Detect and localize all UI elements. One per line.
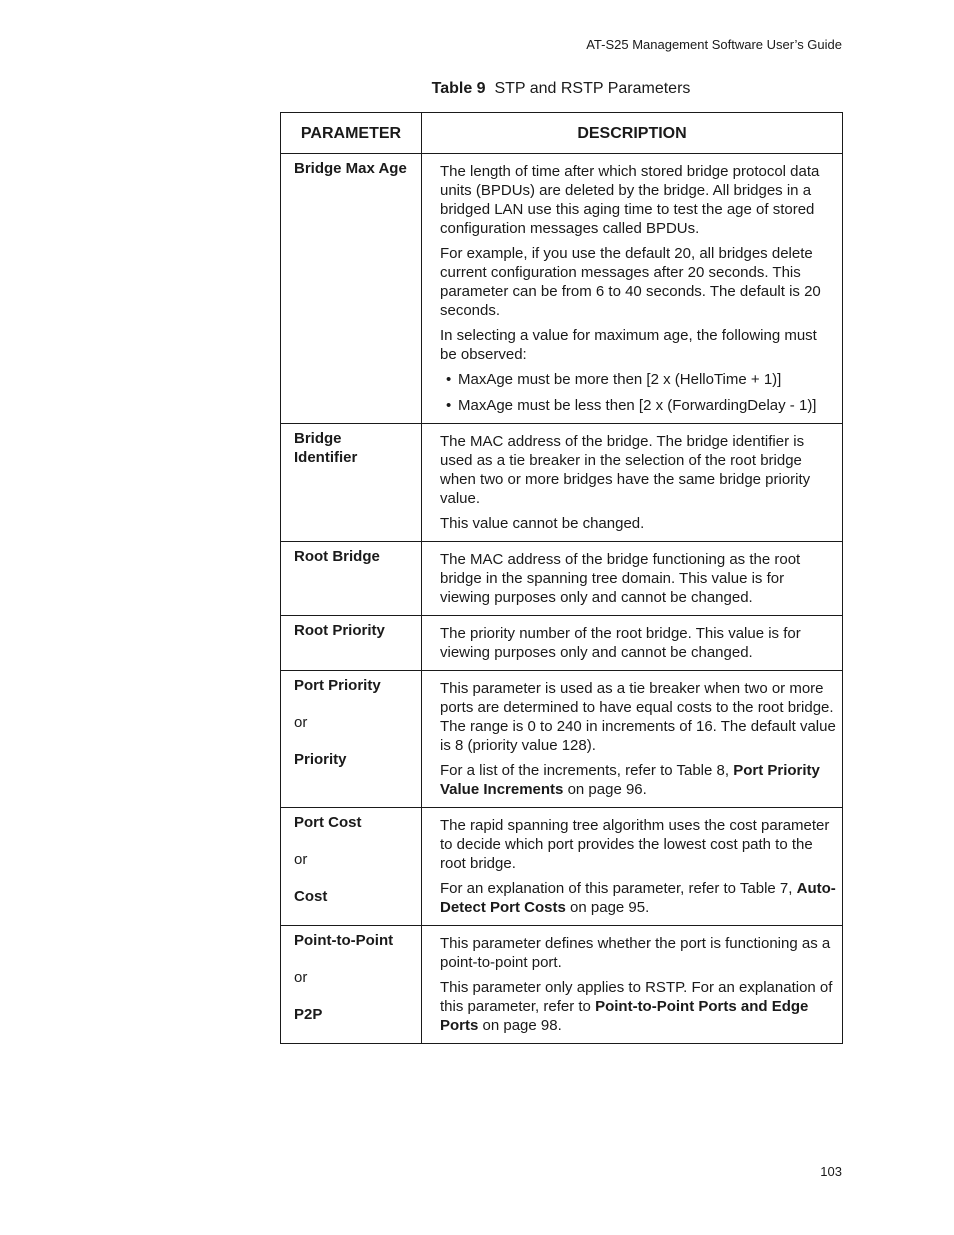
parameter-cell (281, 808, 422, 926)
parameter-cell (281, 542, 422, 616)
table-caption-label: Table 9 (431, 80, 486, 97)
table-caption-title: STP and RSTP Parameters (494, 80, 691, 97)
description-paragraph: The priority number of the root bridge. This value is for viewing purposes only and cannot be changed. (440, 625, 801, 661)
parameter-name: Point-to-Point (294, 932, 394, 949)
parameter-name: Bridge Identifier (294, 430, 358, 466)
description-cell (422, 542, 843, 616)
description-cell (422, 926, 843, 1044)
cross-reference-link[interactable]: Auto-Detect Port Costs (440, 880, 836, 916)
parameter-cell (281, 154, 422, 424)
table-row (281, 424, 843, 542)
page-number: 103 (820, 1164, 842, 1179)
parameter-cell (281, 926, 422, 1044)
parameter-column-header: PARAMETER (281, 113, 422, 154)
table-row (281, 154, 843, 424)
parameter-name: Bridge Max Age (294, 160, 407, 177)
description-paragraph: The length of time after which stored bridge protocol data units (BPDUs) are deleted by the bridge. All bridges in a bridged LAN use this aging time to test the age of stored configuration messages called BPDUs. (440, 163, 820, 237)
description-paragraph: This parameter is used as a tie breaker when two or more ports are determined to have equal costs to the root bridge. The range is 0 to 240 in increments of 16. The default value is 8 (priority value 128). (440, 680, 836, 754)
cross-reference (440, 761, 836, 799)
cross-reference-page: on page 98. (478, 1017, 562, 1034)
description-paragraph: The MAC address of the bridge functioning as the root bridge in the spanning tree domain. This value is for viewing purposes only and cannot be changed. (440, 551, 801, 606)
cross-reference (440, 879, 836, 917)
stp-rstp-parameters-table (280, 112, 843, 1044)
cross-reference (440, 978, 836, 1035)
description-paragraph: For example, if you use the default 20, all bridges delete current configuration messages after 20 seconds. This parameter can be from 6 to 40 seconds. The default is 20 seconds. (440, 245, 821, 319)
table-caption (280, 80, 842, 98)
running-header: AT-S25 Management Software User’s Guide (586, 37, 842, 52)
parameter-cell (281, 424, 422, 542)
parameter-alias: P2P (294, 1006, 323, 1023)
cross-reference-page: on page 96. (563, 781, 647, 798)
description-paragraph: This parameter defines whether the port is functioning as a point-to-point port. (440, 935, 831, 971)
table-row (281, 926, 843, 1044)
table-row (281, 542, 843, 616)
description-paragraph: In selecting a value for maximum age, the following must be observed: (440, 327, 817, 363)
parameter-cell (281, 671, 422, 808)
parameter-cell (281, 616, 422, 671)
cross-reference-link[interactable]: Point-to-Point Ports and Edge Ports (440, 998, 809, 1034)
rule-list-item: • MaxAge must be more then [2 x (HelloTime + 1)] (440, 370, 836, 389)
cross-reference-link[interactable]: Port Priority Value Increments (440, 762, 820, 798)
rule-list (440, 370, 836, 415)
cross-reference-text: For an explanation of this parameter, refer to Table 7, (440, 880, 797, 897)
parameter-alias: Cost (294, 888, 328, 905)
parameter-name: Root Priority (294, 622, 385, 639)
table-row (281, 616, 843, 671)
table-row (281, 671, 843, 808)
description-paragraph: The rapid spanning tree algorithm uses the cost parameter to decide which port provides the lowest cost path to the root bridge. (440, 817, 830, 872)
cross-reference-text: For a list of the increments, refer to Table 8, (440, 762, 734, 779)
description-paragraph: The MAC address of the bridge. The bridge identifier is used as a tie breaker in the selection of the root bridge when two or more bridges have the same bridge priority value. (440, 433, 811, 507)
table-header-row (281, 113, 843, 154)
description-cell (422, 154, 843, 424)
description-cell (422, 808, 843, 926)
parameter-or: or (294, 969, 308, 986)
parameter-name: Root Bridge (294, 548, 380, 565)
parameter-name: Port Cost (294, 814, 362, 831)
rule-list-item: • MaxAge must be less then [2 x (ForwardingDelay - 1)] (440, 396, 836, 415)
parameter-or: or (294, 714, 308, 731)
description-cell (422, 616, 843, 671)
description-cell (422, 671, 843, 808)
parameter-name: Port Priority (294, 677, 381, 694)
parameter-or: or (294, 851, 308, 868)
description-paragraph: This value cannot be changed. (440, 515, 645, 532)
description-column-header: DESCRIPTION (422, 113, 843, 154)
cross-reference-text: This parameter only applies to RSTP. For an explanation of this parameter, refer to (440, 979, 833, 1015)
description-cell (422, 424, 843, 542)
cross-reference-page: on page 95. (565, 899, 650, 916)
parameter-alias: Priority (294, 751, 347, 768)
table-row (281, 808, 843, 926)
